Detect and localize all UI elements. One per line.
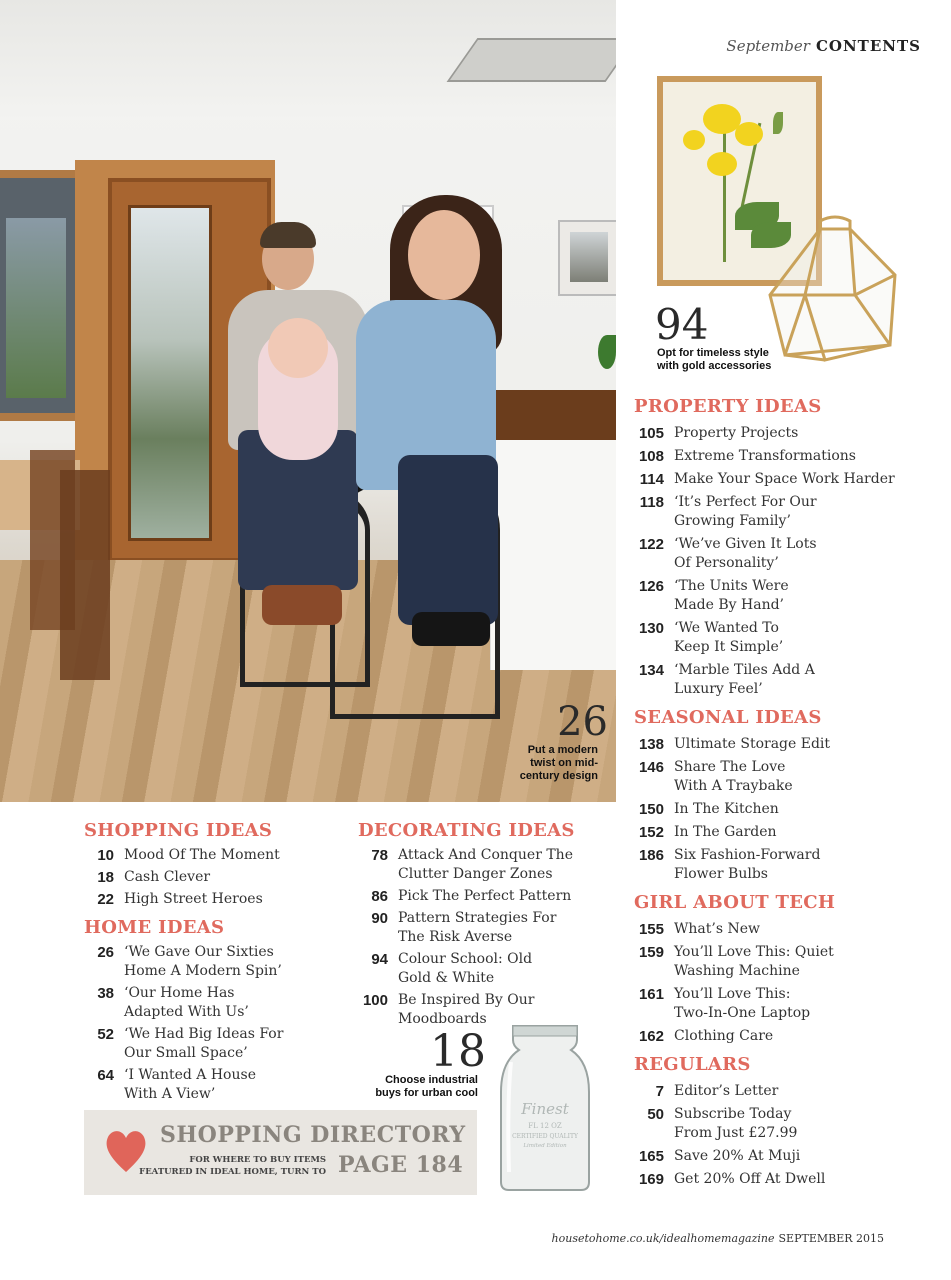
section-heading: PROPERTY IDEAS (634, 396, 822, 417)
top-feature-page: 94 (655, 300, 709, 349)
entry-title: ‘The Units Were Made By Hand’ (674, 578, 789, 613)
entry-page: 169 (638, 1171, 664, 1188)
section-heading: HOME IDEAS (84, 917, 225, 938)
left-contents-column (84, 820, 324, 1112)
glass-jar-image (497, 1022, 593, 1192)
entry-title: Be Inspired By Our Moodboards (398, 992, 535, 1027)
entry-page: 122 (638, 536, 664, 553)
entry-page: 118 (639, 494, 664, 511)
entry-title: What’s New (674, 921, 760, 937)
section-heading: GIRL ABOUT TECH (634, 892, 836, 913)
contents-entry[interactable] (634, 920, 934, 939)
entry-title: Pattern Strategies For The Risk Averse (398, 910, 557, 945)
entry-page: 10 (97, 847, 114, 864)
entry-page: 152 (638, 824, 664, 841)
entry-page: 100 (362, 992, 388, 1009)
footer-url[interactable]: housetohome.co.uk/idealhomemagazine (551, 1232, 775, 1245)
section-girl-about-tech (634, 892, 934, 1046)
page-footer (480, 1232, 884, 1245)
plant-leaf-image (598, 335, 616, 369)
directory-subtitle-line2: FEATURED IN IDEAL HOME, TURN TO (139, 1167, 326, 1177)
footer-issue: SEPTEMBER 2015 (778, 1232, 884, 1245)
entry-title: Mood Of The Moment (124, 847, 280, 863)
entry-page: 22 (97, 891, 114, 908)
entry-title: Property Projects (674, 425, 799, 441)
entry-title: ‘We Had Big Ideas For Our Small Space’ (124, 1026, 284, 1061)
entry-title: Extreme Transformations (674, 448, 856, 464)
contents-entry[interactable] (634, 470, 934, 489)
entry-title: ‘We Wanted To Keep It Simple’ (674, 620, 784, 655)
entry-page: 126 (638, 578, 664, 595)
entry-title: In The Kitchen (674, 801, 779, 817)
entry-page: 165 (638, 1148, 664, 1165)
section-heading: SEASONAL IDEAS (634, 707, 822, 728)
contents-entry[interactable] (84, 943, 324, 981)
jar-label-quality: CERTIFIED QUALITY (512, 1133, 578, 1140)
entry-page: 186 (638, 847, 664, 864)
entry-title: ‘Marble Tiles Add A Luxury Feel’ (674, 662, 815, 697)
entry-title: Attack And Conquer The Clutter Danger Zones (398, 847, 573, 882)
jar-feature-page: 18 (430, 1026, 486, 1077)
contents-entry[interactable] (84, 1025, 324, 1063)
contents-entry[interactable] (634, 985, 934, 1023)
section-property-ideas (634, 396, 934, 699)
jar-label-volume: FL 12 OZ (528, 1122, 562, 1130)
entry-page: 26 (97, 944, 114, 961)
contents-entry[interactable] (84, 846, 324, 865)
jar-label-edition: Limited Edition (523, 1143, 567, 1149)
contents-entry[interactable] (634, 823, 934, 842)
contents-entry[interactable] (84, 984, 324, 1022)
contents-entry[interactable] (634, 447, 934, 466)
entry-page: 64 (97, 1067, 114, 1084)
entry-page: 162 (638, 1028, 664, 1045)
contents-entry[interactable] (634, 1082, 934, 1101)
entry-page: 7 (655, 1083, 664, 1100)
contents-entry[interactable] (634, 1027, 934, 1046)
entry-page: 94 (371, 951, 388, 968)
entry-page: 108 (638, 448, 664, 465)
entry-title: ‘I Wanted A House With A View’ (124, 1067, 256, 1102)
entry-title: Pick The Perfect Pattern (398, 888, 572, 904)
entry-page: 138 (638, 736, 664, 753)
contents-entry[interactable] (358, 909, 608, 947)
entry-page: 114 (639, 471, 664, 488)
middle-contents-column (358, 820, 608, 1032)
entry-title: Editor’s Letter (674, 1083, 779, 1099)
contents-entry[interactable] (634, 758, 934, 796)
contents-entry[interactable] (358, 887, 608, 906)
entry-page: 155 (638, 921, 664, 938)
hero-photo (0, 0, 616, 802)
entry-title: Save 20% At Muji (674, 1148, 801, 1164)
entry-page: 50 (647, 1106, 664, 1123)
section-regulars (634, 1054, 934, 1189)
entry-page: 130 (638, 620, 664, 637)
contents-entry[interactable] (84, 868, 324, 887)
section-heading: SHOPPING IDEAS (84, 820, 273, 841)
entry-page: 134 (638, 662, 664, 679)
section-shopping-ideas (84, 820, 324, 909)
directory-subtitle-line1: FOR WHERE TO BUY ITEMS (189, 1155, 326, 1165)
section-heading: DECORATING IDEAS (358, 820, 575, 841)
directory-title: SHOPPING DIRECTORY (160, 1122, 466, 1148)
contents-entry[interactable] (634, 846, 934, 884)
contents-entry[interactable] (634, 1105, 934, 1143)
entry-title: ‘We Gave Our Sixties Home A Modern Spin’ (124, 944, 282, 979)
contents-entry[interactable] (358, 950, 608, 988)
shopping-directory-banner[interactable] (84, 1110, 477, 1195)
contents-entry[interactable] (634, 1170, 934, 1189)
entry-title: ‘It’s Perfect For Our Growing Family’ (674, 494, 817, 529)
entry-page: 18 (97, 869, 114, 886)
entry-page: 159 (638, 944, 664, 961)
entry-page: 150 (638, 801, 664, 818)
contents-entry[interactable] (634, 424, 934, 443)
contents-entry[interactable] (634, 735, 934, 754)
section-seasonal-ideas (634, 707, 934, 884)
entry-page: 161 (638, 986, 664, 1003)
entry-title: ‘Our Home Has Adapted With Us’ (124, 985, 249, 1020)
header-contents: CONTENTS (815, 37, 921, 55)
jar-feature-caption: Choose industrial buys for urban cool (375, 1074, 478, 1099)
hero-feature-page: 26 (557, 699, 608, 745)
entry-title: You’ll Love This: Quiet Washing Machine (674, 944, 834, 979)
entry-page: 38 (97, 985, 114, 1002)
section-decorating-ideas (358, 820, 608, 1029)
directory-page: PAGE 184 (338, 1152, 464, 1178)
entry-title: You’ll Love This: Two-In-One Laptop (674, 986, 811, 1021)
entry-title: Colour School: Old Gold & White (398, 951, 533, 986)
contents-entry[interactable] (634, 1147, 934, 1166)
entry-page: 52 (97, 1026, 114, 1043)
hero-feature-caption: Put a modern twist on mid-century design (519, 744, 598, 782)
header-month: September (726, 37, 810, 55)
contents-entry[interactable] (634, 619, 934, 657)
entry-title: In The Garden (674, 824, 777, 840)
contents-entry[interactable] (634, 493, 934, 531)
entry-title: Six Fashion-Forward Flower Bulbs (674, 847, 821, 882)
entry-page: 105 (638, 425, 664, 442)
entry-title: Share The Love With A Traybake (674, 759, 793, 794)
entry-title: Cash Clever (124, 869, 211, 885)
right-contents-column (634, 396, 934, 1197)
jar-label-finest: Finest (521, 1100, 569, 1118)
entry-page: 146 (638, 759, 664, 776)
contents-entry[interactable] (634, 943, 934, 981)
entry-page: 86 (371, 888, 388, 905)
entry-title: Make Your Space Work Harder (674, 471, 895, 487)
contents-entry[interactable] (634, 661, 934, 699)
contents-entry[interactable] (634, 535, 934, 573)
contents-entry[interactable] (634, 800, 934, 819)
entry-title: ‘We’ve Given It Lots Of Personality’ (674, 536, 817, 571)
section-heading: REGULARS (634, 1054, 751, 1075)
entry-title: Clothing Care (674, 1028, 774, 1044)
contents-entry[interactable] (84, 890, 324, 909)
entry-page: 78 (371, 847, 388, 864)
section-home-ideas (84, 917, 324, 1104)
contents-entry[interactable] (358, 846, 608, 884)
top-feature-caption: Opt for timeless style with gold accessories (657, 347, 772, 372)
contents-entry[interactable] (634, 577, 934, 615)
entry-page: 90 (371, 910, 388, 927)
entry-title: High Street Heroes (124, 891, 263, 907)
contents-entry[interactable] (84, 1066, 324, 1104)
entry-title: Subscribe Today From Just £27.99 (674, 1106, 798, 1141)
entry-title: Ultimate Storage Edit (674, 736, 831, 752)
page-header (600, 36, 921, 55)
entry-title: Get 20% Off At Dwell (674, 1171, 826, 1187)
